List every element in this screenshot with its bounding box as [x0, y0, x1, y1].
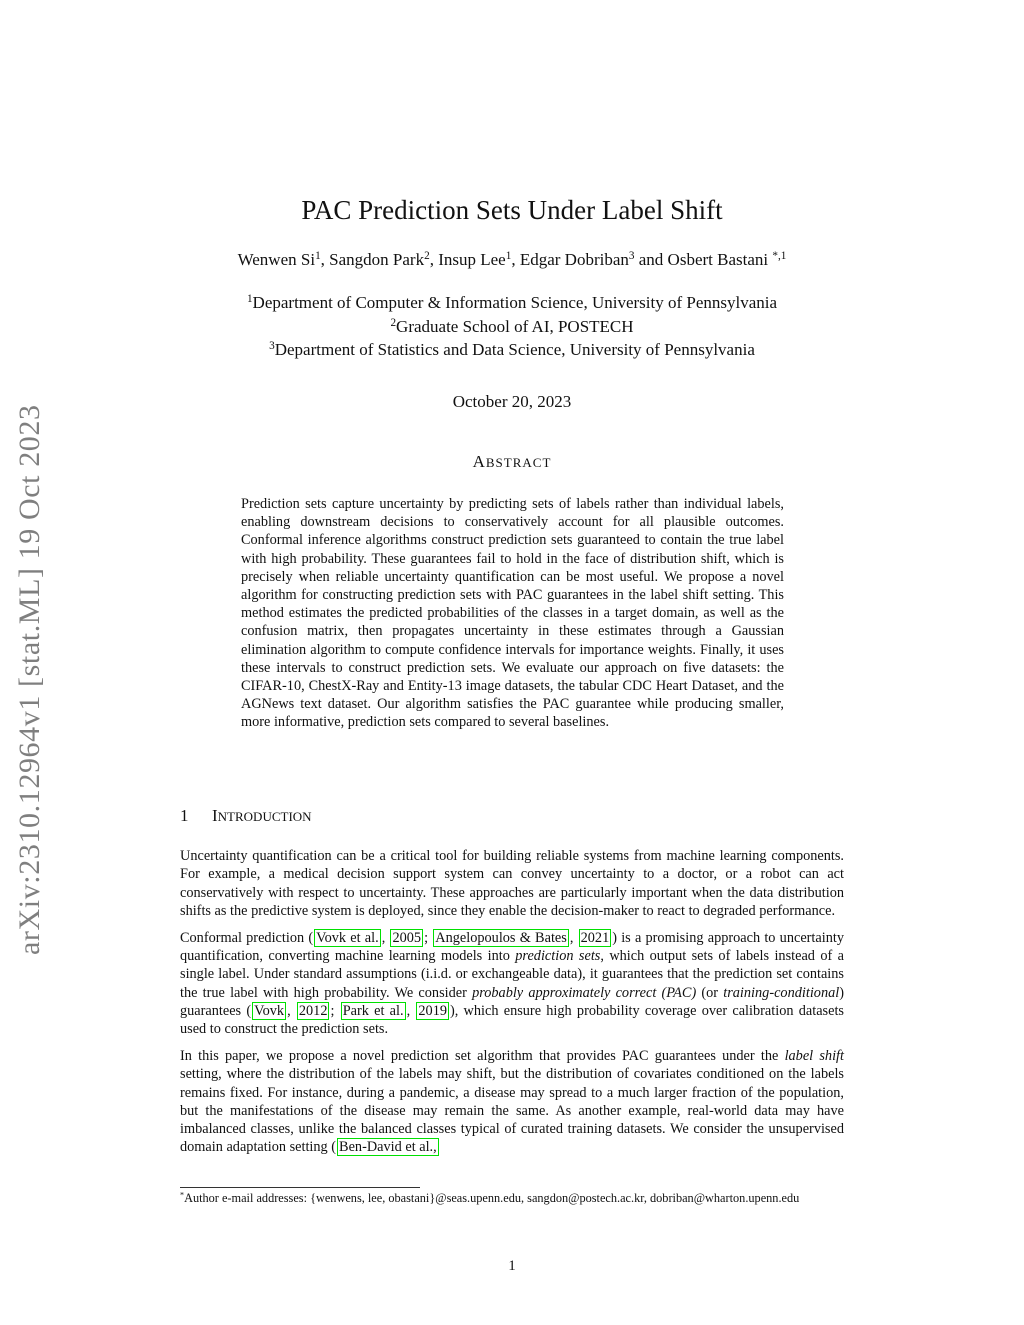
citation-link[interactable]: Ben-David et al., — [339, 1139, 437, 1156]
footnote-marker: * — [180, 1190, 185, 1200]
introduction-body — [180, 847, 844, 1165]
author-list: Wenwen Si$^1$, Sangdon Park$^2$, Insup Lee$^1$, Edgar Dobriban$^3$ and Osbert Bastani $^{*,1}$ — [237, 249, 787, 269]
author-affiliation-mark: 2 — [424, 249, 430, 262]
author-affiliation-mark: 3 — [628, 249, 635, 262]
author-name: Edgar Dobriban — [519, 250, 629, 269]
author-affiliation-mark: 1 — [315, 249, 321, 262]
citation-link[interactable]: Angelopoulos & Bates — [435, 929, 567, 946]
emphasis-term: training-conditional — [723, 984, 840, 1001]
paragraph: Uncertainty quantification can be a critical tool for building reliable systems from machine learning components. For example, a medical decision support system can convey uncertainty to a doctor, or a robot can act conservatively with respect to uncertainty. These approaches are particularly important when the data distribution shifts as the predictive system is deployed, since they enable the decision-maker to react to degraded performance. — [180, 848, 844, 919]
footnote-divider — [180, 1187, 420, 1188]
author-affiliation-mark: 1 — [505, 249, 512, 262]
emphasis-term: prediction sets — [515, 947, 601, 964]
affiliation-line: $^3$Department of Statistics and Data Science, University of Pennsylvania — [269, 339, 755, 359]
emphasis-term: probably approximately correct (PAC) — [472, 984, 697, 1001]
author-affiliation-mark: *,1 — [772, 249, 787, 262]
affiliation-line: $^1$Department of Computer & Information Science, University of Pennsylvania — [246, 292, 778, 312]
author-name: Osbert Bastani — [667, 250, 769, 269]
affiliation-list — [180, 291, 844, 362]
author-name: Wenwen Si — [237, 250, 316, 269]
section-heading-introduction: 1 INTRODUCTION — [180, 806, 312, 825]
paper-title: PAC Prediction Sets Under Label Shift — [301, 195, 723, 225]
citation-link[interactable]: Park et al. — [342, 1002, 404, 1019]
footnote-text: Author e-mail addresses: {wenwens, lee, obastani}@seas.upenn.edu, sangdon@postech.ac.kr, dobriban@wharton.upenn.edu — [184, 1191, 800, 1205]
emphasis-term: label shift — [784, 1047, 844, 1064]
paper-date: October 20, 2023 — [452, 392, 572, 411]
page-number: 1 — [508, 1258, 516, 1274]
author-name: Sangdon Park — [329, 250, 425, 269]
paragraph: In this paper, we propose a novel prediction set algorithm that provides PAC guarantees under the label shift setting, where the distribution of the labels may shift, but the distribution of covariates conditioned on the labels remains fixed. For instance, during a pandemic, a disease may spread to a much larger fraction of the population, but the manifestations of the disease may remain the same. As another example, real-world data may have imbalanced classes, unlike the balanced classes typical of curated training datasets. We consider the unsupervised domain adaptation setting ( Ben-David et al., — [180, 1047, 844, 1156]
affiliation-line: $^2$Graduate School of AI, POSTECH — [390, 316, 634, 336]
citation-link[interactable]: 2021 — [580, 929, 610, 946]
paragraph: Conformal prediction ( Vovk et al. , 2005 ; Angelopoulos & Bates , 2021 ) is a promising approach to uncertainty quantification, converting machine learning models into prediction sets, which output sets of labels instead of a single label. Under standard assumptions (i.i.d. or exchangeable data), it guarantees that the prediction set contains the true label with high probability. We consider probably approximately correct (PAC) (or training-conditional) guarantees ( Vovk , 2012 ; Park et al. , 2019 ), which ensure high probability coverage over calibration datasets used to construct the prediction sets. — [180, 929, 844, 1038]
abstract-heading: ABSTRACT — [472, 452, 552, 471]
citation-link[interactable]: 2012 — [298, 1002, 328, 1019]
arxiv-identifier-stamp[interactable]: arXiv:2310.12964v1 [stat.ML] 19 Oct 2023 — [13, 404, 46, 955]
citation-link[interactable]: 2019 — [418, 1002, 447, 1019]
citation-link[interactable]: 2005 — [392, 929, 422, 946]
footnote — [180, 1190, 844, 1207]
author-name: Insup Lee — [438, 250, 506, 269]
citation-link[interactable]: Vovk — [254, 1002, 285, 1019]
section-number: 1 — [180, 806, 189, 825]
abstract-body: Prediction sets capture uncertainty by predicting sets of labels rather than individual labels, enabling downstream decisions to conservatively account for all plausible outcomes. Conformal inference algorithms construct prediction sets guaranteed to contain the true label with high probability. These guarantees fail to hold in the face of distribution shift, which is precisely when reliable uncertainty quantification can be most useful. We propose a novel algorithm for constructing prediction sets with PAC guarantees in the label shift setting. This method estimates the predicted probabilities of the classes in a target domain, as well as the confusion matrix, then propagates uncertainty in these estimates through a Gaussian elimination algorithm to compute confidence intervals for importance weights. Finally, it uses these intervals to construct prediction sets. We evaluate our approach on five datasets: the CIFAR-10, ChestX-Ray and Entity-13 image datasets, the tabular CDC Heart Dataset, and the AGNews text dataset. Our algorithm satisfies the PAC guarantee while producing smaller, more informative, prediction sets compared to several baselines. — [241, 496, 784, 731]
citation-link[interactable]: Vovk et al. — [316, 929, 379, 946]
